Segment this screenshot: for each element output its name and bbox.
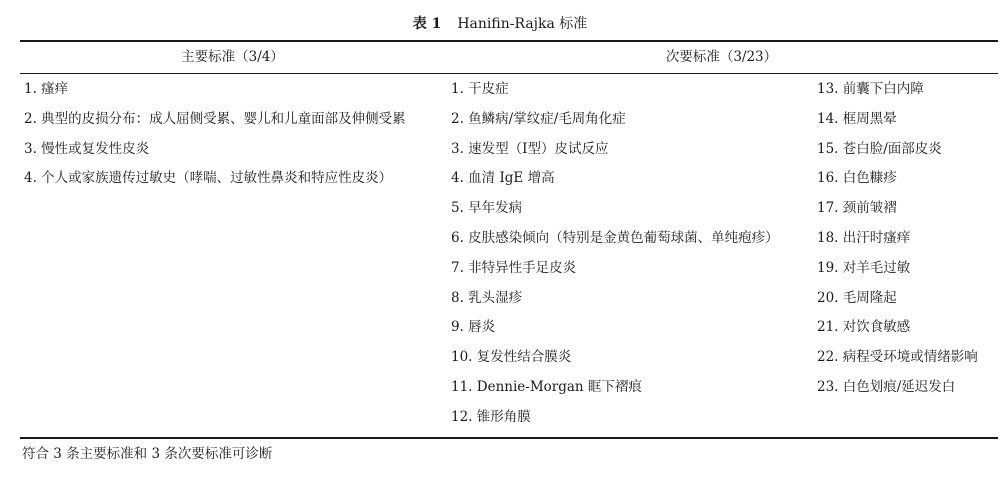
minor-criterion: 23. 白色划痕/延迟发白 bbox=[817, 379, 956, 395]
minor-criterion: 9. 唇炎 bbox=[451, 319, 496, 336]
minor-criterion: 8. 乳头湿疹 bbox=[451, 289, 523, 306]
minor-criterion: 5. 早年发病 bbox=[451, 200, 523, 217]
minor-criterion: 2. 鱼鳞病/掌纹症/毛周角化症 bbox=[451, 110, 626, 127]
minor-criterion: 21. 对饮食敏感 bbox=[817, 319, 911, 336]
minor-criterion: 20. 毛周隆起 bbox=[817, 289, 897, 306]
minor-criterion: 10. 复发性结合膜炎 bbox=[451, 349, 572, 366]
minor-criterion: 12. 锥形角膜 bbox=[451, 408, 531, 425]
major-criterion: 4. 个人或家族遗传过敏史（哮喘、过敏性鼻炎和特应性皮炎） bbox=[24, 170, 393, 187]
minor-criterion: 4. 血清 IgE 增高 bbox=[451, 170, 555, 187]
bottom-rule bbox=[20, 437, 998, 439]
table-title: Hanifin-Rajka 标准 bbox=[457, 16, 588, 32]
major-criteria-header: 主要标准（3/4） bbox=[181, 49, 284, 65]
table-caption bbox=[0, 14, 1000, 34]
minor-criterion: 1. 干皮症 bbox=[451, 81, 509, 97]
minor-criterion: 22. 病程受环境或情绪影响 bbox=[817, 349, 978, 366]
minor-criterion: 11. Dennie-Morgan 眶下褶痕 bbox=[451, 379, 642, 395]
top-rule bbox=[20, 40, 998, 42]
minor-criterion: 3. 速发型（Ⅰ型）皮试反应 bbox=[451, 140, 609, 157]
minor-criteria-header: 次要标准（3/23） bbox=[665, 49, 778, 65]
minor-criterion: 7. 非特异性手足皮炎 bbox=[451, 259, 577, 276]
table-number: 表 1 bbox=[412, 16, 442, 32]
minor-criterion: 6. 皮肤感染倾向（特别是金黄色葡萄球菌、单纯疱疹） bbox=[451, 230, 779, 246]
minor-criterion: 18. 出汗时瘙痒 bbox=[817, 230, 911, 246]
minor-criterion: 19. 对羊毛过敏 bbox=[817, 259, 911, 276]
major-criterion: 1. 瘙痒 bbox=[24, 81, 69, 97]
major-criterion: 2. 典型的皮损分布：成人屈侧受累、婴儿和儿童面部及伸侧受累 bbox=[24, 110, 406, 127]
header-rule bbox=[20, 73, 998, 74]
minor-criterion: 15. 苍白脸/面部皮炎 bbox=[817, 140, 942, 157]
minor-criterion: 13. 前囊下白内障 bbox=[817, 81, 924, 97]
table-footnote: 符合 3 条主要标准和 3 条次要标准可诊断 bbox=[22, 446, 273, 462]
minor-criterion: 14. 框周黑晕 bbox=[817, 110, 897, 127]
major-criterion: 3. 慢性或复发性皮炎 bbox=[24, 140, 150, 157]
minor-criterion: 17. 颈前皱褶 bbox=[817, 200, 897, 217]
minor-criterion: 16. 白色糠疹 bbox=[817, 170, 897, 187]
